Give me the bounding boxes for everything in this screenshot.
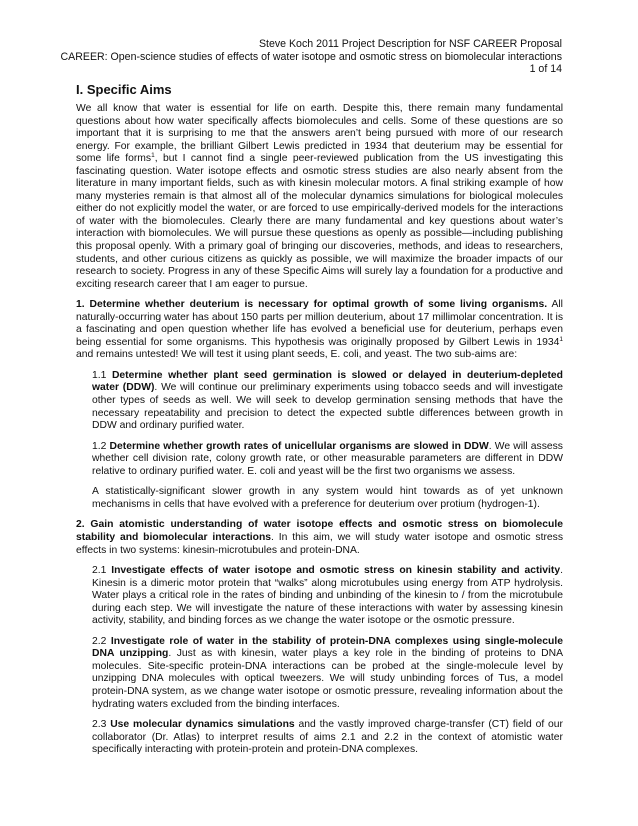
section-heading: I. Specific Aims <box>76 82 172 97</box>
subaim-title: Determine whether growth rates of unicellular organisms are slowed in DDW <box>109 440 489 452</box>
subaim-text: and the vastly improved charge-transfer (CT) field of our collaborator (Dr. Atlas) to interpret results of aims 2.1 and 2.2 in the context of atomistic water specifically interacting with protein-protein and protein-DNA complexes. <box>92 719 563 756</box>
header-subtitle: CAREER: Open-science studies of effects of water isotope and osmotic stress on biomolecular interactions <box>60 50 562 63</box>
subaim-text: . We will assess whether cell division rate, colony growth rate, or other measurable parameters are different in DDW relative to ordinary purified water. E. coli and yeast will be the first two organisms we assess. <box>92 440 563 477</box>
footnote-ref: 1 <box>559 335 563 343</box>
aim-1-text-b: and remains untested! We will test it using plant seeds, E. coli, and yeast. The two sub-aims are: <box>76 349 518 361</box>
footnote-ref: 1 <box>151 152 155 160</box>
intro-paragraph <box>76 103 563 291</box>
running-header <box>42 38 562 76</box>
subaim-number: 1.2 <box>92 440 110 452</box>
subaim-title: Use molecular dynamics simulations <box>110 719 295 731</box>
aim-1-note: A statistically-significant slower growth in any system would hint towards as of yet unknown mechanisms in cells that have evolved with a preference for deuterium over protium (hydrogen-1). <box>92 486 563 510</box>
subaim-number: 1.1 <box>92 369 112 381</box>
aim-2-title: 2. Gain atomistic understanding of water isotope effects and osmotic stress on biomolecule stability and biomolecular interactions <box>76 519 563 543</box>
subaim-1-1 <box>92 370 563 433</box>
subaim-title: Investigate role of water in the stability of protein-DNA complexes using single-molecule DNA unzipping <box>92 635 563 660</box>
subaim-2-1 <box>92 565 563 628</box>
subaim-title: Determine whether plant seed germination is slowed or delayed in deuterium-depleted water (DDW) <box>92 369 563 394</box>
subaim-text: . We will continue our preliminary experiments using tobacco seeds and will investigate other types of seeds as well. We will seek to develop germination sensing methods that have the necessary repeatability and precision to detect the expected subtle differences between growth in DDW and ordinary purified water. <box>92 382 563 432</box>
aim-2-text: . In this aim, we will study water isotope and osmotic stress effects in two systems: kinesin-microtubules and protein-DNA. <box>76 531 563 556</box>
aim-1-title: 1. Determine whether deuterium is necessary for optimal growth of some living organisms. <box>76 299 548 311</box>
header-title: Steve Koch 2011 Project Description for NSF CAREER Proposal <box>258 38 562 50</box>
subaim-2-2 <box>92 636 563 711</box>
aim-1-paragraph <box>76 299 563 362</box>
aim-1-text-a: All naturally-occurring water has about 150 parts per million deuterium, about 17 millimolar concentration. It is a fascinating and open question whether life has evolved a beneficial use for deuterium, perhaps even being essential for some organisms. This hypothesis was originally proposed by Gilbert Lewis in 1934 <box>76 299 563 348</box>
document-body <box>76 82 563 765</box>
subaim-title: Investigate effects of water isotope and osmotic stress on kinesin stability and activity <box>111 565 561 577</box>
subaim-number: 2.3 <box>92 719 111 731</box>
page-number: 1 of 14 <box>529 63 562 76</box>
intro-text-a: We all know that water is essential for life on earth. Despite this, there remain many fundamental questions about how water specifically affects biomolecules and cells. Some of these questions are so important that it is surprising to me that the answers aren’t being pursued with more of our research energy. For example, the brilliant Gilbert Lewis predicted in 1934 that deuterium may be essential for some life forms <box>76 103 563 165</box>
subaim-text: . Just as with kinesin, water plays a key role in the binding of proteins to DNA molecules. Site-specific protein-DNA interactions can be probed at the single-molecule level by unzipping DNA molecules with optical tweezers. We will study unbinding forces of Tus, a model protein-DNA system, as we change water isotope or osmotic pressure, revealing information about the hydrating waters excluded from the binding interfaces. <box>92 648 564 710</box>
intro-text-b: , but I cannot find a single peer-reviewed publication from the US investigating this fascinating question. Water isotope effects and osmotic stress studies are also nearly absent from the literature in many important fields, such as with kinesin molecular motors. A final striking example of how many mysteries remain is that almost all of the molecular dynamics simulations for biological molecules either do not explicitly model the water, or are forced to use empirically-derived models for the interactions of water with the biomolecules. Clearly there are many fundamental and key questions about water’s interaction with biomolecules. We will pursue these questions as openly as possible—including publishing this proposal openly. With a primary goal of bringing our discoveries, methods, and ideas to researchers, students, and other curious citizens as quickly as possible, we will maximize the broader impacts of our research to society. Progress in any of these Specific Aims will surely lay a foundation for a productive and exciting research career that I am eager to pursue. <box>76 153 563 290</box>
subaim-1-2 <box>92 441 563 479</box>
subaim-text: . Kinesin is a dimeric motor protein that “walks” along microtubules using energy from ATP hydrolysis. Water plays a critical role in the rates of binding and unbinding of the kinesin to / from the microtubule during each step. We will investigate the nature of these interactions with water by assessing kinesin activity, stability, and binding forces as we change the water isotope or the osmotic pressure. <box>92 565 563 627</box>
aim-2-paragraph <box>76 519 563 557</box>
subaim-number: 2.1 <box>92 565 112 577</box>
subaim-2-3 <box>92 719 563 757</box>
subaim-number: 2.2 <box>92 635 111 647</box>
